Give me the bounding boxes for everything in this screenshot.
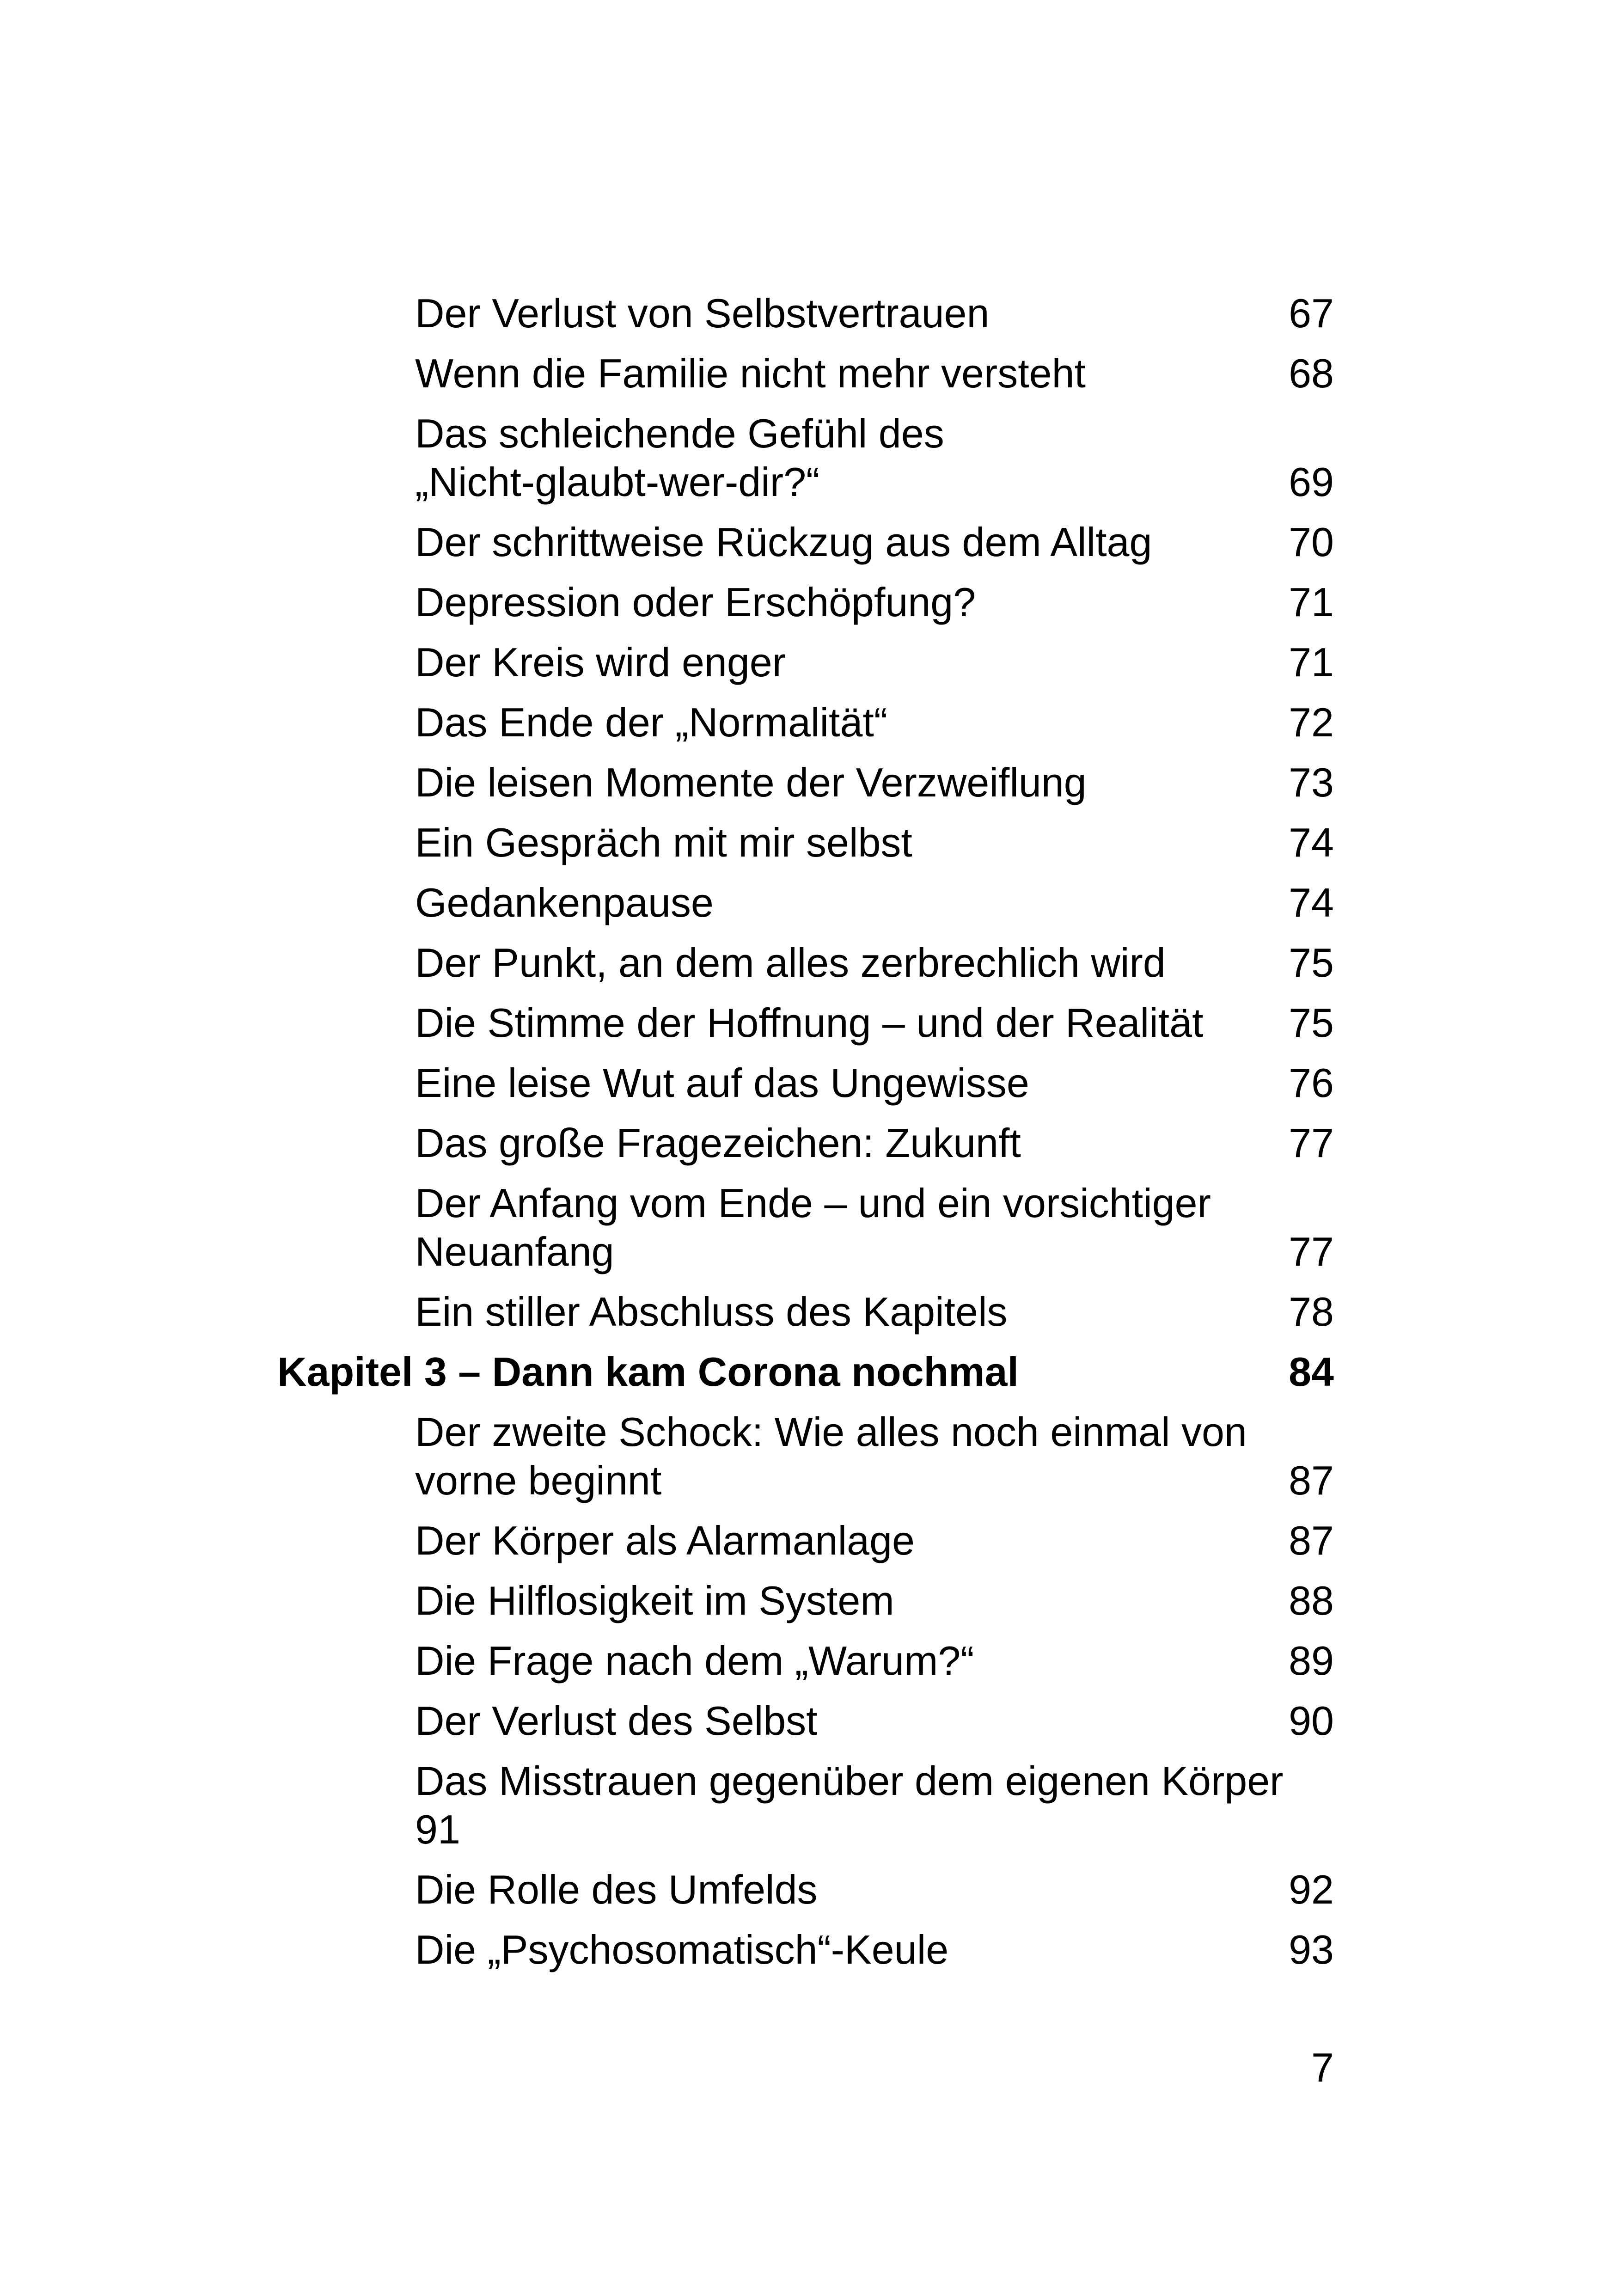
toc-entry-page: 69 — [1289, 459, 1334, 505]
toc-entry-title: Der Punkt, an dem alles zerbrechlich wird — [415, 940, 1166, 986]
toc-entry-page: 88 — [1289, 1578, 1334, 1623]
toc-entry-title: Die Rolle des Umfelds — [415, 1867, 818, 1912]
toc-entry-title: Die leisen Momente der Verzweiflung — [415, 759, 1087, 805]
toc-entry-page: 87 — [1289, 1457, 1334, 1503]
toc-entry-title-continuation: vorne beginnt — [415, 1457, 662, 1503]
toc-entry-page: 71 — [1289, 579, 1334, 625]
toc-entry-title: Eine leise Wut auf das Ungewisse — [415, 1060, 1029, 1106]
toc-entry-page: 71 — [1289, 639, 1334, 685]
toc-entry-title: Die Frage nach dem „Warum?“ — [415, 1638, 974, 1684]
toc-entry-title: Das große Fragezeichen: Zukunft — [415, 1120, 1021, 1166]
toc-entry-title: Depression oder Erschöpfung? — [415, 579, 976, 625]
toc-chapter-title: Kapitel 3 – Dann kam Corona nochmal — [277, 1349, 1019, 1395]
toc-entry-title: Das Ende der „Normalität“ — [415, 699, 888, 745]
toc-chapter-page: 84 — [1289, 1349, 1334, 1395]
toc-entry-title: Die „Psychosomatisch“-Keule — [415, 1927, 949, 1972]
toc-entry-page: 76 — [1289, 1060, 1334, 1106]
toc-entry-title: Das schleichende Gefühl des — [415, 410, 944, 456]
toc-entry-page: 73 — [1289, 759, 1334, 805]
toc-entry-title: Ein stiller Abschluss des Kapitels — [415, 1289, 1008, 1335]
toc-entry-page: 75 — [1289, 1000, 1334, 1046]
toc-entry-page: 78 — [1289, 1289, 1334, 1335]
toc-entry-title: Der Anfang vom Ende – und ein vorsichtiger — [415, 1180, 1211, 1226]
toc-entry-page: 67 — [1289, 290, 1334, 336]
toc-entry-title: Die Hilflosigkeit im System — [415, 1578, 894, 1623]
toc-entry-title: Der zweite Schock: Wie alles noch einmal von — [415, 1409, 1247, 1455]
toc-entry-page: 89 — [1289, 1638, 1334, 1684]
toc-entry-title: Die Stimme der Hoffnung – und der Realität — [415, 1000, 1204, 1046]
toc-entry-title-continuation: Neuanfang — [415, 1229, 614, 1274]
toc-entry-page: 72 — [1289, 699, 1334, 745]
toc-entry-title-continuation: „Nicht-glaubt-wer-dir?“ — [415, 459, 820, 505]
toc-entry-page: 92 — [1289, 1867, 1334, 1912]
toc-entry-title: Der schrittweise Rückzug aus dem Alltag — [415, 519, 1152, 565]
toc-entry-title: Das Misstrauen gegenüber dem eigenen Körper — [415, 1758, 1284, 1804]
toc-entry-title: Der Verlust des Selbst — [415, 1698, 818, 1744]
toc-entry-page: 77 — [1289, 1120, 1334, 1166]
toc-entry-title: Ein Gespräch mit mir selbst — [415, 820, 912, 865]
toc-entry-page: 74 — [1289, 820, 1334, 865]
toc-entry-page: 87 — [1289, 1518, 1334, 1563]
toc-entry-page: 93 — [1289, 1927, 1334, 1972]
toc-entry-title: Wenn die Familie nicht mehr versteht — [415, 350, 1086, 396]
page-number: 7 — [1311, 2045, 1334, 2090]
toc-entry-title-continuation: 91 — [415, 1806, 460, 1852]
toc-entry-title: Der Verlust von Selbstvertrauen — [415, 290, 990, 336]
toc-entry-page: 70 — [1289, 519, 1334, 565]
toc-entry-page: 75 — [1289, 940, 1334, 986]
toc-entry-page: 68 — [1289, 350, 1334, 396]
toc-entry-page: 74 — [1289, 880, 1334, 925]
toc-entry-page: 77 — [1289, 1229, 1334, 1274]
toc-entry-page: 90 — [1289, 1698, 1334, 1744]
toc-entry-title: Der Körper als Alarmanlage — [415, 1518, 915, 1563]
toc-entry-title: Gedankenpause — [415, 880, 714, 925]
toc-entry-title: Der Kreis wird enger — [415, 639, 786, 685]
